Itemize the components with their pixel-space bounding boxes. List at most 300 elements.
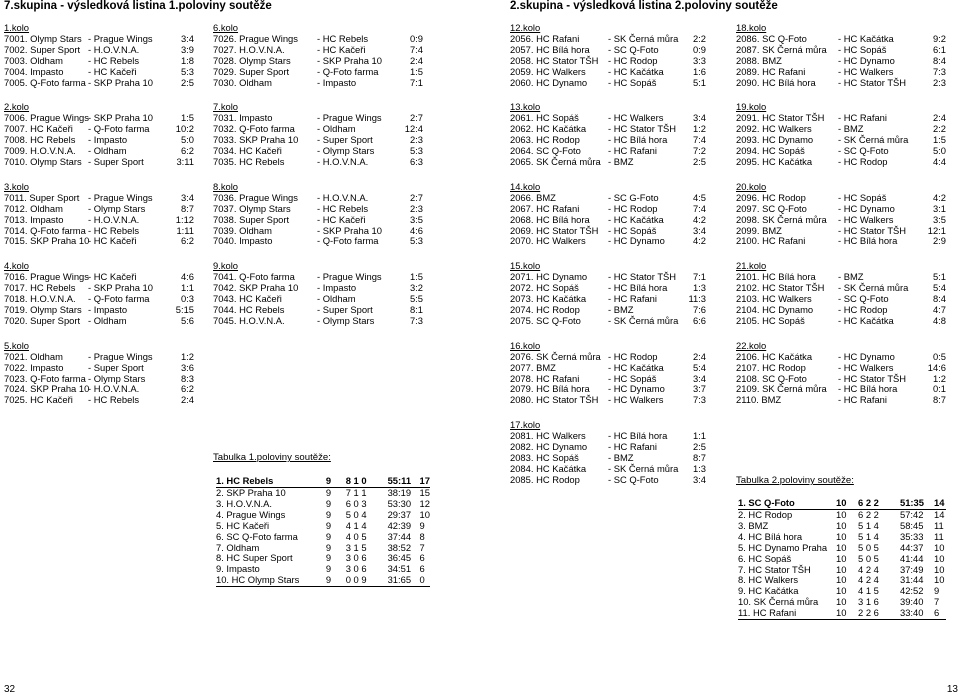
- match-away: - SK Černá můra: [608, 33, 679, 44]
- match-away: - HC Dynamo: [838, 202, 895, 214]
- match-home: 2057. HC Bílá hora: [510, 43, 590, 55]
- match-score: 0:1: [932, 383, 946, 395]
- match-away: - HC Rodop: [608, 202, 658, 214]
- match-score: 3:11: [176, 156, 194, 168]
- match-away: - HC Walkers: [838, 361, 894, 373]
- goal-score: 57:42: [900, 509, 924, 520]
- match-row: [510, 395, 708, 406]
- match-score: 6:2: [180, 383, 194, 395]
- match-score: 8:7: [932, 394, 946, 406]
- match-away: - HC Kačeři: [317, 43, 366, 55]
- match-away: - BMZ: [608, 156, 634, 168]
- match-score: 4:2: [692, 235, 706, 247]
- match-score: 6:2: [180, 235, 194, 247]
- match-home: 2067. HC Rafani: [510, 202, 580, 214]
- match-score: 2:4: [692, 350, 706, 362]
- match-away: - Prague Wings: [88, 350, 153, 362]
- match-away: - Super Sport: [317, 134, 373, 146]
- goal-score: 38:52: [387, 541, 412, 553]
- match-home: 7009. H.O.V.N.A.: [4, 145, 76, 157]
- round-block: [213, 102, 423, 167]
- match-away: - Q-Foto farma: [317, 235, 379, 247]
- win-draw-loss: 7 1 1: [345, 487, 367, 498]
- win-draw-loss: 3 0 6: [345, 563, 367, 575]
- match-home: 7004. Impasto: [4, 65, 64, 77]
- match-away: - SKP Praha 10: [317, 224, 382, 236]
- match-home: 2110. BMZ: [736, 394, 782, 406]
- points: 15: [419, 487, 430, 498]
- standings-caption: Tabulka 2.poloviny soutěže:: [736, 475, 854, 486]
- win-draw-loss: 5 1 4: [858, 519, 879, 531]
- match-away: - HC Kačátka: [838, 314, 894, 326]
- team-name: 3. H.O.V.N.A.: [216, 497, 272, 509]
- games-played: 10: [836, 519, 847, 531]
- round-label: 13.kolo: [510, 101, 541, 113]
- win-draw-loss: 3 1 6: [858, 596, 879, 608]
- team-name: 1. HC Rebels: [216, 475, 326, 488]
- match-home: 7014. Q-Foto farma: [4, 224, 86, 236]
- round-block: [510, 261, 708, 326]
- match-score: 9:2: [932, 33, 946, 44]
- points: 6: [934, 608, 946, 619]
- match-score: 4:2: [932, 191, 946, 203]
- round-block: [213, 182, 423, 247]
- page-number: 32: [4, 684, 16, 695]
- match-score: 3:7: [692, 383, 706, 395]
- match-row: [213, 236, 423, 247]
- match-away: - Q-Foto farma: [317, 65, 379, 77]
- round-label: 18.kolo: [736, 22, 767, 33]
- games-played: 9: [325, 541, 332, 553]
- match-away: - HC Kačátka: [608, 213, 664, 225]
- team-name: 5. HC Kačeři: [216, 519, 270, 531]
- match-home: 7020. Super Sport: [4, 314, 81, 326]
- win-draw-loss: 5 0 5: [858, 552, 879, 564]
- match-away: - HC Walkers: [608, 394, 664, 406]
- match-score: 7:3: [692, 394, 706, 406]
- goal-score: 31:65: [388, 575, 420, 586]
- match-score: 6:3: [409, 156, 423, 168]
- match-row: [4, 236, 194, 247]
- match-score: 1:12: [175, 213, 194, 225]
- standings-row: [738, 497, 946, 510]
- round-label: 19.kolo: [736, 101, 767, 113]
- win-draw-loss: 6 0 3: [345, 497, 367, 509]
- round-label: 4.kolo: [4, 260, 30, 272]
- win-draw-loss: 5 0 4: [345, 508, 367, 520]
- match-home: 2093. HC Dynamo: [736, 134, 814, 146]
- match-away: - BMZ: [608, 304, 634, 316]
- match-away: - Super Sport: [317, 304, 373, 316]
- goal-score: 53:30: [387, 497, 412, 509]
- match-away: - HC Bílá hora: [608, 282, 668, 294]
- match-away: - HC Rodop: [608, 54, 658, 66]
- match-home: 2070. HC Walkers: [510, 235, 586, 247]
- match-away: - Impasto: [88, 134, 128, 146]
- match-row: [4, 67, 194, 78]
- match-away: - SK Černá můra: [838, 282, 909, 294]
- match-score: 2:9: [932, 235, 946, 247]
- match-score: 3:4: [692, 372, 706, 384]
- match-home: 7027. H.O.V.N.A.: [213, 43, 285, 55]
- win-draw-loss: 2 2 6: [858, 608, 900, 619]
- match-score: 3:6: [180, 361, 194, 373]
- match-away: - HC Rafani: [608, 441, 657, 453]
- round-label: 9.kolo: [213, 260, 239, 272]
- match-score: 7:2: [692, 145, 706, 157]
- match-away: - BMZ: [608, 452, 634, 464]
- points: 6: [419, 552, 425, 564]
- match-away: - HC Rebels: [88, 394, 140, 406]
- match-away: - SK Černá můra: [608, 462, 679, 474]
- match-score: 1:11: [176, 224, 194, 236]
- points: 0: [420, 575, 430, 586]
- games-played: 10: [836, 509, 847, 520]
- match-away: - HC Sopáš: [608, 76, 657, 88]
- match-home: 2056. HC Rafani: [510, 33, 580, 44]
- match-row: [736, 316, 948, 327]
- match-away: - HC Kačeři: [88, 65, 137, 77]
- match-home: 7015. SKP Praha 10: [4, 235, 90, 247]
- match-home: 2059. HC Walkers: [510, 65, 586, 77]
- match-home: 7006. Prague Wings: [4, 112, 89, 124]
- round-label: 14.kolo: [510, 180, 541, 192]
- round-label: 17.kolo: [510, 419, 541, 431]
- match-score: 2:5: [692, 441, 706, 453]
- match-away: - Oldham: [88, 145, 127, 157]
- points: 14: [934, 496, 945, 508]
- team-name: 6. HC Sopáš: [738, 552, 792, 564]
- match-away: - SKP Praha 10: [317, 54, 382, 66]
- match-home: 2068. HC Bílá hora: [510, 213, 590, 225]
- points: 10: [934, 563, 945, 575]
- points: 9: [934, 585, 940, 597]
- match-score: 3:9: [180, 43, 194, 55]
- match-away: - SC Q-Foto: [608, 43, 659, 55]
- match-score: 3:2: [409, 282, 423, 294]
- match-away: - HC Rebels: [88, 224, 140, 236]
- match-away: - Prague Wings: [317, 271, 382, 283]
- match-score: 1:2: [180, 350, 194, 362]
- match-home: 7002. Super Sport: [4, 43, 81, 55]
- match-home: 2078. HC Rafani: [510, 372, 580, 384]
- match-score: 1:2: [932, 372, 946, 384]
- goal-score: 33:40: [900, 608, 934, 619]
- match-away: - Olymp Stars: [88, 202, 146, 214]
- match-score: 8:4: [932, 54, 946, 66]
- match-row: [4, 316, 194, 327]
- match-score: 1:5: [409, 271, 423, 283]
- match-away: - HC Kačeři: [317, 213, 366, 225]
- match-home: 7034. HC Kačeři: [213, 145, 282, 157]
- match-home: 7012. Oldham: [4, 202, 63, 214]
- match-home: 2081. HC Walkers: [510, 430, 586, 442]
- match-row: [213, 215, 423, 226]
- team-name: 7. HC Stator TŠH: [738, 563, 811, 575]
- team-name: 10. SK Černá můra: [738, 596, 819, 608]
- match-away: - HC Walkers: [608, 112, 664, 124]
- match-away: - Prague Wings: [317, 112, 382, 124]
- match-away: - HC Dynamo: [608, 383, 665, 395]
- games-played: 9: [325, 487, 332, 498]
- match-score: 7:1: [692, 271, 706, 283]
- match-home: 7043. HC Kačeři: [213, 293, 282, 305]
- round-label: 22.kolo: [736, 339, 767, 351]
- match-away: - HC Sopáš: [608, 372, 657, 384]
- match-away: - BMZ: [838, 123, 864, 135]
- round-block: [736, 182, 948, 247]
- match-home: 2097. SC Q-Foto: [736, 202, 807, 214]
- standings-row: [216, 475, 430, 488]
- games-played: 9: [325, 530, 332, 542]
- points: 14: [934, 509, 945, 520]
- match-score: 6:1: [932, 43, 946, 55]
- rounds-column-1: [4, 23, 194, 420]
- points: 11: [934, 519, 944, 531]
- match-home: 2099. BMZ: [736, 224, 782, 236]
- match-row: [510, 316, 708, 327]
- match-row: [213, 157, 423, 168]
- match-score: 5:1: [932, 271, 946, 283]
- match-away: - SC G-Foto: [608, 191, 659, 203]
- match-away: - HC Rebels: [317, 33, 369, 44]
- match-home: 7042. SKP Praha 10: [213, 282, 299, 294]
- match-away: - Super Sport: [88, 361, 144, 373]
- match-away: - Oldham: [317, 123, 356, 135]
- match-score: 5:3: [409, 235, 423, 247]
- team-name: 9. Impasto: [216, 563, 260, 575]
- match-score: 10:2: [175, 123, 194, 135]
- round-label: 3.kolo: [4, 180, 30, 192]
- page-title: 2.skupina - výsledková listina 2.poloviny soutěže: [510, 0, 778, 12]
- games-played: 10: [836, 552, 847, 564]
- match-score: 8:7: [180, 202, 194, 214]
- match-home: 7030. Oldham: [213, 76, 272, 88]
- round-block: [510, 182, 708, 247]
- match-row: [510, 363, 708, 374]
- match-home: 2071. HC Dynamo: [510, 271, 588, 283]
- match-away: - HC Kačátka: [838, 33, 894, 44]
- match-score: 2:4: [932, 112, 946, 124]
- match-home: 2060. HC Dynamo: [510, 76, 588, 88]
- team-name: 7. Oldham: [216, 541, 260, 553]
- match-home: 7010. Olymp Stars: [4, 156, 82, 168]
- match-away: - SC Q-Foto: [838, 293, 889, 305]
- team-name: 1. SC Q-Foto: [738, 497, 836, 510]
- standings-row: [738, 543, 946, 554]
- goal-score: 35:33: [900, 530, 924, 542]
- match-home: 7039. Oldham: [213, 224, 272, 236]
- match-home: 2063. HC Rodop: [510, 134, 580, 146]
- match-home: 7033. SKP Praha 10: [213, 134, 299, 146]
- round-block: [510, 341, 708, 406]
- match-score: 4:4: [932, 156, 946, 168]
- match-home: 2088. BMZ: [736, 54, 782, 66]
- match-home: 7022. Impasto: [4, 361, 64, 373]
- match-away: - Prague Wings: [88, 33, 153, 44]
- match-home: 2073. HC Kačátka: [510, 293, 587, 305]
- rounds-column-1: [510, 23, 708, 500]
- match-away: - HC Rafani: [838, 394, 887, 406]
- match-score: 2:7: [409, 191, 423, 203]
- round-block: [4, 23, 194, 88]
- match-score: 12:1: [927, 224, 946, 236]
- points: 8: [419, 530, 425, 542]
- match-home: 2076. SK Černá můra: [510, 350, 601, 362]
- round-label: 1.kolo: [4, 22, 30, 33]
- match-home: 7029. Super Sport: [213, 65, 290, 77]
- goal-score: 58:45: [900, 519, 924, 531]
- goal-score: 36:45: [387, 552, 412, 564]
- points: 6: [419, 563, 425, 575]
- match-row: [736, 78, 948, 89]
- match-away: - HC Dynamo: [838, 54, 895, 66]
- match-home: 7019. Olymp Stars: [4, 304, 82, 316]
- match-home: 7041. Q-Foto farma: [213, 271, 295, 283]
- match-home: 2104. HC Dynamo: [736, 304, 814, 316]
- match-home: 7013. Impasto: [4, 213, 64, 225]
- round-label: 2.kolo: [4, 101, 30, 113]
- standings-row: [216, 532, 430, 543]
- match-away: - Olymp Stars: [317, 314, 375, 326]
- games-played: 10: [836, 541, 847, 553]
- match-home: 7044. HC Rebels: [213, 304, 285, 316]
- match-score: 2:5: [692, 156, 706, 168]
- match-home: 2102. HC Stator TŠH: [736, 282, 825, 294]
- match-score: 1:8: [180, 54, 194, 66]
- round-label: 21.kolo: [736, 260, 767, 272]
- points: 11: [934, 530, 944, 542]
- round-block: [213, 261, 423, 326]
- match-home: 7017. HC Rebels: [4, 282, 76, 294]
- match-away: - HC Kačátka: [608, 361, 664, 373]
- games-played: 10: [836, 585, 847, 597]
- match-score: 7:4: [692, 202, 706, 214]
- match-away: - HC Bílá hora: [838, 383, 898, 395]
- team-name: 2. SKP Praha 10: [216, 487, 286, 498]
- match-home: 2091. HC Stator TŠH: [736, 112, 825, 124]
- games-played: 9: [325, 552, 332, 564]
- match-score: 2:3: [932, 76, 946, 88]
- goal-score: 51:35: [900, 497, 934, 510]
- win-draw-loss: 0 0 9: [346, 575, 388, 586]
- match-away: - HC Rafani: [838, 112, 887, 124]
- goal-score: 34:51: [387, 563, 412, 575]
- match-home: 2069. HC Stator TŠH: [510, 224, 599, 236]
- match-row: [736, 236, 948, 247]
- match-score: 3:4: [180, 191, 194, 203]
- match-away: - HC Bílá hora: [608, 134, 668, 146]
- games-played: 9: [326, 575, 346, 586]
- match-home: 7007. HC Kačeři: [4, 123, 73, 135]
- match-home: 2080. HC Stator TŠH: [510, 394, 599, 406]
- match-away: - BMZ: [838, 271, 864, 283]
- match-row: [4, 395, 194, 406]
- win-draw-loss: 6 2 2: [858, 497, 900, 510]
- match-home: 2085. HC Rodop: [510, 473, 580, 485]
- match-away: - HC Sopáš: [838, 43, 887, 55]
- team-name: 5. HC Dynamo Praha: [738, 541, 828, 553]
- games-played: 10: [836, 596, 847, 608]
- match-score: 4:6: [409, 224, 423, 236]
- match-away: - SKP Praha 10: [88, 112, 153, 124]
- round-label: 15.kolo: [510, 260, 541, 272]
- match-score: 4:5: [692, 191, 706, 203]
- page-title: 7.skupina - výsledková listina 1.poloviny soutěže: [4, 0, 272, 12]
- match-score: 2:5: [180, 76, 194, 88]
- match-home: 7032. Q-Foto farma: [213, 123, 295, 135]
- match-home: 7035. HC Rebels: [213, 156, 285, 168]
- match-away: - HC Kačátka: [608, 65, 664, 77]
- page-number: 13: [946, 684, 958, 695]
- match-away: - HC Sopáš: [838, 191, 887, 203]
- match-row: [510, 215, 708, 226]
- match-away: - HC Rodop: [838, 156, 888, 168]
- match-away: - H.O.V.N.A.: [317, 191, 369, 203]
- match-away: - HC Rodop: [608, 350, 658, 362]
- team-name: 8. HC Walkers: [738, 574, 799, 586]
- match-away: - HC Walkers: [838, 213, 894, 225]
- match-home: 2086. SC Q-Foto: [736, 33, 807, 44]
- round-block: [213, 23, 423, 88]
- match-away: - HC Stator TŠH: [608, 123, 677, 135]
- match-away: - Olymp Stars: [88, 372, 146, 384]
- match-score: 8:4: [932, 293, 946, 305]
- match-score: 5:6: [180, 314, 194, 326]
- match-score: 6:2: [180, 145, 194, 157]
- round-label: 7.kolo: [213, 101, 239, 113]
- games-played: 9: [325, 563, 332, 575]
- goal-score: 37:44: [387, 530, 412, 542]
- points: 17: [419, 474, 430, 486]
- match-score: 1:5: [932, 134, 946, 146]
- match-home: 7028. Olymp Stars: [213, 54, 291, 66]
- match-home: 2106. HC Kačátka: [736, 350, 813, 362]
- match-score: 8:1: [409, 304, 423, 316]
- round-block: [4, 341, 194, 406]
- team-name: 3. BMZ: [738, 519, 769, 531]
- round-label: 5.kolo: [4, 339, 30, 351]
- match-away: - SK Černá můra: [838, 134, 909, 146]
- match-score: 7:1: [409, 76, 423, 88]
- match-score: 3:1: [932, 202, 946, 214]
- match-row: [736, 67, 948, 78]
- match-row: [510, 67, 708, 78]
- round-block: [510, 23, 708, 88]
- match-home: 2095. HC Kačátka: [736, 156, 813, 168]
- match-row: [4, 215, 194, 226]
- match-away: - SC Q-Foto: [608, 473, 659, 485]
- games-played: 10: [836, 608, 858, 619]
- win-draw-loss: 4 1 5: [858, 585, 879, 597]
- points: 7: [934, 596, 940, 608]
- match-away: - HC Rafani: [608, 293, 657, 305]
- round-label: 16.kolo: [510, 339, 541, 351]
- team-name: 11. HC Rafani: [738, 608, 836, 619]
- win-draw-loss: 3 0 6: [345, 552, 367, 564]
- match-row: [213, 316, 423, 327]
- win-draw-loss: 6 2 2: [858, 509, 879, 520]
- match-home: 7003. Oldham: [4, 54, 63, 66]
- match-away: - Oldham: [317, 293, 356, 305]
- match-row: [4, 157, 194, 168]
- win-draw-loss: 4 1 4: [345, 519, 367, 531]
- match-score: 3:5: [409, 213, 423, 225]
- match-score: 3:4: [692, 224, 706, 236]
- match-row: [510, 78, 708, 89]
- games-played: 10: [836, 563, 847, 575]
- match-row: [213, 78, 423, 89]
